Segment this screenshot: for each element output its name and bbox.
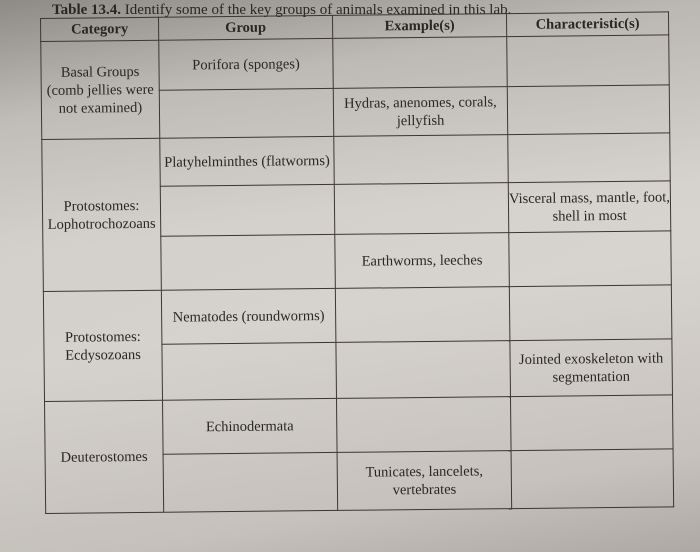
group-cell: Porifora (sponges)	[159, 38, 334, 90]
examples-cell[interactable]	[334, 135, 508, 185]
header-examples: Example(s)	[332, 14, 506, 39]
characteristic-cell[interactable]	[507, 85, 669, 135]
group-cell[interactable]	[162, 342, 337, 400]
group-cell[interactable]	[163, 452, 338, 512]
group-cell[interactable]	[159, 88, 333, 138]
category-basal: Basal Groups (comb jellies were not examined)	[41, 40, 160, 139]
category-deuterostomes: Deuterostomes	[45, 400, 164, 513]
characteristic-cell[interactable]	[508, 133, 670, 183]
characteristic-cell[interactable]	[509, 231, 672, 287]
examples-cell[interactable]	[335, 287, 510, 343]
animal-groups-table	[40, 11, 674, 514]
table-row	[42, 133, 670, 188]
table-row	[45, 395, 674, 456]
group-cell[interactable]	[160, 184, 335, 236]
characteristic-cell: Visceral mass, mantle, foot, shell in most	[508, 181, 671, 233]
characteristic-cell[interactable]	[507, 35, 670, 87]
characteristic-cell[interactable]	[510, 395, 673, 451]
header-group: Group	[158, 15, 332, 40]
examples-cell[interactable]	[336, 341, 511, 399]
examples-cell: Hydras, anenomes, corals, jellyfish	[333, 87, 507, 137]
table-row	[43, 285, 672, 346]
table-caption-text: Identify some of the key groups of animals examined in this lab.	[124, 2, 512, 18]
group-cell: Nematodes (roundworms)	[161, 288, 336, 344]
examples-cell: Tunicates, lancelets, vertebrates	[337, 451, 512, 511]
header-characteristics: Characteristic(s)	[506, 12, 668, 37]
examples-cell[interactable]	[333, 37, 508, 89]
examples-cell[interactable]	[336, 397, 511, 453]
group-cell: Platyhelminthes (flatworms)	[160, 136, 334, 186]
header-category: Category	[41, 17, 159, 41]
examples-cell[interactable]	[334, 183, 509, 235]
category-lophotrochozoans: Protostomes: Lophotrochozoans	[42, 138, 162, 291]
characteristic-cell: Jointed exoskeleton with segmentation	[510, 339, 673, 397]
examples-cell: Earthworms, leeches	[335, 233, 510, 289]
characteristic-cell[interactable]	[509, 285, 672, 341]
group-cell[interactable]	[161, 234, 336, 290]
category-ecdysozoans: Protostomes: Ecdysozoans	[43, 290, 162, 401]
characteristic-cell[interactable]	[511, 449, 674, 509]
table-row	[41, 35, 669, 92]
group-cell: Echinodermata	[163, 398, 338, 454]
table-number: Table 13.4.	[52, 2, 122, 18]
